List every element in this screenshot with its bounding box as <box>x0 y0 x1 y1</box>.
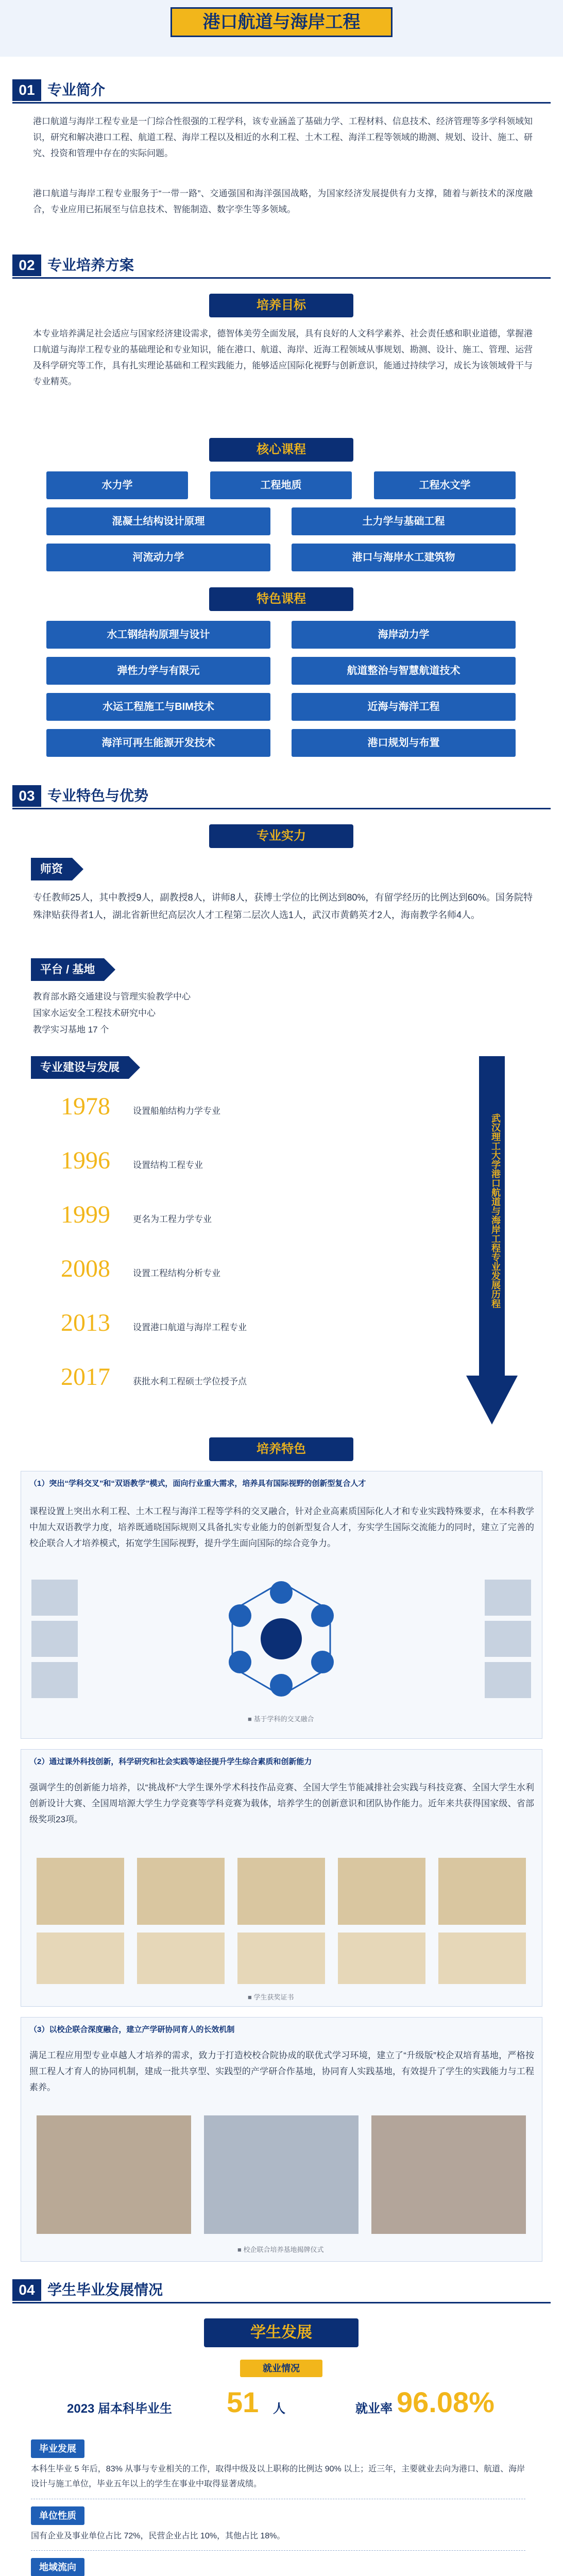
feature-caption: ■ 学生获奖证书 <box>248 1993 294 2001</box>
grads-label: 2023 届本科毕业生 <box>67 2402 173 2416</box>
divider <box>31 2550 525 2551</box>
intro-paragraph-1: 港口航道与海岸工程专业是一门综合性很强的工程学科，该专业涵盖了基础力学、工程材料、信息技术、经济管理等多学科领域知识，研究和解决港口工程、航道工程、海岸工程以及相近的水利工程、土木工程、海洋工程等领域的勘测、规划、设计、施工、研究、投资和管理中存在的实际问题。 <box>33 116 533 158</box>
history-desc: 设置结构工程专业 <box>133 1160 203 1170</box>
development-item-tag: 地域流向 <box>31 2558 84 2576</box>
feature-caption: ■ 基于学科的交叉融合 <box>248 1715 314 1723</box>
certificate-photo <box>37 1933 124 1984</box>
feature-text: 强调学生的创新能力培养，以“挑战杯”大学生课外学术科技作品竞赛、全国大学生节能减排社会实践与科技竞赛、全国大学生水利创新设计大赛、全国周培源大学生力学竞赛等学科竞赛为载体，培养学生的创新意识和团队协作能力。近年来共获得国家级、省部级奖项23项。 <box>29 1783 534 1824</box>
development-item-text: 国有企业及事业单位占比 72%，民营企业占比 10%，其他占比 18%。 <box>31 2532 285 2540</box>
core-course-item: 土力学与基础工程 <box>292 507 516 535</box>
core-course-item: 水力学 <box>46 471 188 499</box>
featured-course-item: 航道整治与智慧航道技术 <box>292 657 516 685</box>
ceremony-photo <box>204 2115 359 2234</box>
section-number: 03 <box>12 785 41 807</box>
feature-box-1 <box>21 1471 542 1739</box>
section-header-intro <box>12 77 551 103</box>
history-arrow-text: 武汉理工大学港口航道与海岸工程专业发展历程 <box>490 1113 501 1308</box>
section-divider <box>12 808 551 809</box>
history-year: 2013 <box>61 1309 110 1336</box>
photo <box>485 1621 531 1657</box>
intro-paragraph-2: 港口航道与海岸工程专业服务于“一带一路”、交通强国和海洋强国战略，为国家经济发展提供有力支撑，随着与新技术的深度融合，专业应用已拓展至与信息技术、智能制造、数字孪生等多领域。 <box>33 189 533 214</box>
training-goal-text: 本专业培养满足社会适应与国家经济建设需求，德智体美劳全面发展，具有良好的人文科学素养、社会责任感和职业道德，掌握港口航道与海岸工程专业的基础理论和专业知识，能在港口、航道、海岸、近海工程领域从事规划、勘测、设计、施工、管理、运营及科学研究等工作，具有扎实理论基础和工程实践能力，能够适应国际化视野与创新意识，能通过持续学习，成长为该领域骨干与专业精英。 <box>33 329 533 386</box>
certificate-photo <box>438 1858 526 1925</box>
certificate-photo <box>137 1858 225 1925</box>
photo <box>31 1580 78 1616</box>
development-label: 学生发展 <box>204 2318 359 2347</box>
featured-course-item: 水运工程施工与BIM技术 <box>46 693 270 721</box>
photo <box>485 1662 531 1698</box>
photo <box>485 1580 531 1616</box>
core-course-item: 河流动力学 <box>46 544 270 571</box>
employment-label: 就业情况 <box>240 2360 322 2377</box>
strength-label: 专业实力 <box>209 824 353 848</box>
platform-tag: 平台 / 基地 <box>31 958 104 981</box>
featured-course-item: 海洋可再生能源开发技术 <box>46 729 270 757</box>
rate-label: 就业率 <box>355 2402 393 2416</box>
certificate-photo <box>338 1858 425 1925</box>
core-course-item: 工程地质 <box>210 471 352 499</box>
section-title: 专业特色与优势 <box>47 788 149 804</box>
platform-item: 教学实习基地 17 个 <box>33 1025 109 1035</box>
core-courses-label: 核心课程 <box>209 438 353 462</box>
header-banner <box>0 0 563 57</box>
history-tag: 专业建设与发展 <box>31 1056 129 1079</box>
history-year: 1996 <box>61 1147 110 1174</box>
training-feature-label: 培养特色 <box>209 1437 353 1461</box>
history-desc: 获批水利工程硕士学位授予点 <box>133 1377 247 1386</box>
development-item-tag: 毕业发展 <box>31 2439 84 2458</box>
discipline-hex-diagram <box>217 1577 346 1706</box>
section-header-features <box>12 783 551 809</box>
page-title: 港口航道与海岸工程 <box>170 7 393 37</box>
featured-course-item: 弹性力学与有限元 <box>46 657 270 685</box>
faculty-tag: 师资 <box>31 858 72 880</box>
faculty-text: 专任教师25人，其中教授9人，副教授8人，讲师8人，获博士学位的比例达到80%，有留学经历的比例达到60%。国务院特殊津贴获得者1人，湖北省新世纪高层次人才工程第二层次人选1人，武汉市黄鹤英才2人，海南教学名师4人。 <box>33 892 533 920</box>
feature-text: 课程设置上突出水利工程、土木工程与海洋工程等学科的交叉融合，针对企业高素质国际化人才和专业实践特殊要求，在本科教学中加大双语教学力度，培养既通晓国际规则又具备扎实专业能力的创新型复合人才，夯实学生国际交流能力的同时，建立了完善的校企联合人才培养模式，拓宽学生国际视野，提升学生面向国际的综合竞争力。 <box>29 1506 534 1548</box>
certificate-photo <box>37 1858 124 1925</box>
history-year: 2017 <box>61 1363 110 1391</box>
photo <box>31 1662 78 1698</box>
photo <box>31 1621 78 1657</box>
history-desc: 设置工程结构分析专业 <box>133 1268 220 1278</box>
feature-title: （2）通过课外科技创新，科学研究和社会实践等途径提升学生综合素质和创新能力 <box>29 1757 312 1766</box>
certificate-photo <box>237 1858 325 1925</box>
history-year: 2008 <box>61 1255 110 1282</box>
ceremony-photo <box>37 2115 191 2234</box>
featured-course-item: 近海与海洋工程 <box>292 693 516 721</box>
certificate-photo <box>237 1933 325 1984</box>
section-header-training <box>12 252 551 278</box>
core-course-item: 混凝土结构设计原理 <box>46 507 270 535</box>
feature-title: （3）以校企联合深度融合，建立产学研协同育人的长效机制 <box>29 2025 235 2034</box>
section-number: 02 <box>12 255 41 276</box>
section-title: 专业培养方案 <box>47 257 134 273</box>
feature-caption: ■ 校企联合培养基地揭牌仪式 <box>237 2246 324 2253</box>
section-title: 专业简介 <box>47 82 106 98</box>
section-divider <box>12 102 551 104</box>
history-desc: 设置船舶结构力学专业 <box>133 1106 220 1116</box>
featured-courses-label: 特色课程 <box>209 587 353 611</box>
history-desc: 设置港口航道与海岸工程专业 <box>133 1323 247 1332</box>
feature-box-2 <box>21 1749 542 2007</box>
development-item-text: 本科生毕业 5 年后，83% 从事与专业相关的工作，取得中级及以上职称的比例达 90% 以上；近三年，主要就业去向为港口、航道、海岸设计与施工单位，毕业五年以上的学生在事业中取得显著成绩。 <box>31 2465 525 2488</box>
development-item-tag: 单位性质 <box>31 2506 84 2525</box>
featured-course-item: 港口规划与布置 <box>292 729 516 757</box>
core-course-item: 工程水文学 <box>374 471 516 499</box>
featured-course-item: 海岸动力学 <box>292 621 516 649</box>
feature-box-3 <box>21 2017 542 2262</box>
section-number: 04 <box>12 2279 41 2301</box>
certificate-photo <box>137 1933 225 1984</box>
featured-course-item: 水工钢结构原理与设计 <box>46 621 270 649</box>
history-year: 1978 <box>61 1093 110 1120</box>
section-header-development <box>12 2277 551 2303</box>
feature-text: 满足工程应用型专业卓越人才培养的需求，致力于打造校校合院协成的联优式学习环境，建立了“升级版”校企双培育基地，严格按照工程人才育人的协同机制，建成一批共享型、实践型的产学研合作基地，协同育人实践基地，有效提升了学生的实践能力与工程素养。 <box>29 2050 534 2092</box>
platform-item: 国家水运安全工程技术研究中心 <box>33 1008 156 1018</box>
section-divider <box>12 2302 551 2303</box>
certificate-photo <box>438 1933 526 1984</box>
grads-value: 51 <box>227 2386 259 2418</box>
section-title: 学生毕业发展情况 <box>47 2282 163 2298</box>
ceremony-photo <box>371 2115 526 2234</box>
history-desc: 更名为工程力学专业 <box>133 1214 212 1224</box>
feature-title: （1）突出“学科交叉”和“双语教学”模式，面向行业重大需求，培养具有国际视野的创新型复合人才 <box>29 1479 366 1488</box>
core-course-item: 港口与海岸水工建筑物 <box>292 544 516 571</box>
history-year: 1999 <box>61 1201 110 1228</box>
section-divider <box>12 277 551 279</box>
grads-unit: 人 <box>273 2402 285 2416</box>
section-number: 01 <box>12 79 41 101</box>
rate-value: 96.08% <box>397 2386 494 2418</box>
platform-item: 教育部水路交通建设与管理实验教学中心 <box>33 992 191 1002</box>
certificate-photo <box>338 1933 425 1984</box>
training-goal-label: 培养目标 <box>209 294 353 317</box>
